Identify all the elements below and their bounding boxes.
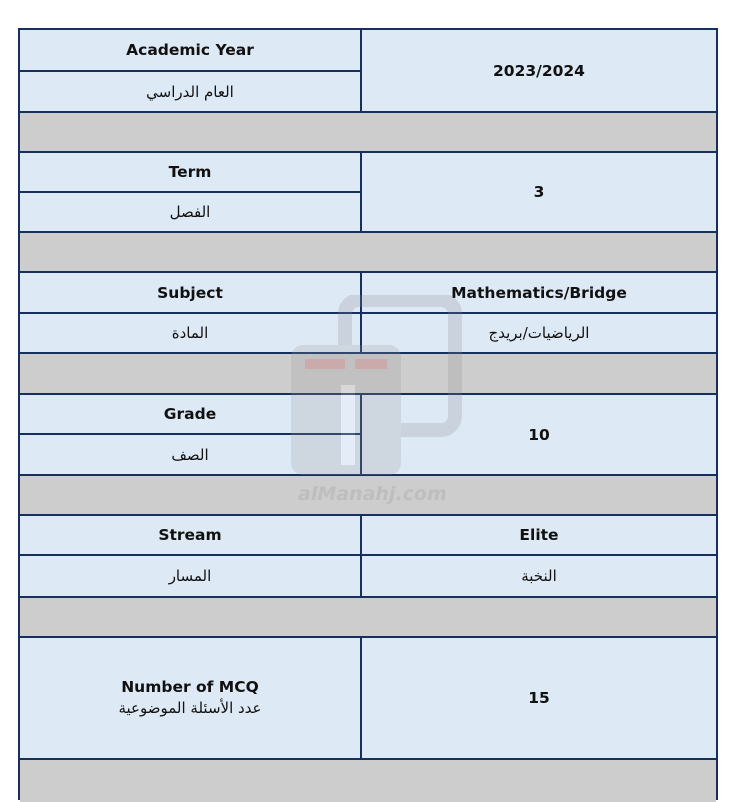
stream-value-ar: النخبة [362,556,716,596]
stream-value-en: Elite [362,516,716,554]
academic-year-value: 2023/2024 [362,30,716,111]
subject-value-en: Mathematics/Bridge [362,273,716,312]
row-separator [20,113,716,151]
term-value: 3 [362,153,716,231]
mcq-label-ar: عدد الأسئلة الموضوعية [118,699,262,717]
subject-value-ar: الرياضيات/بريدج [362,314,716,352]
row-separator [20,476,716,514]
grade-label-ar: الصف [20,435,360,474]
row-separator [20,760,716,802]
info-table [18,28,718,800]
term-label-en: Term [20,153,360,191]
stream-label-ar: المسار [20,556,360,596]
mcq-label-en: Number of MCQ [121,678,259,696]
subject-label-ar: المادة [20,314,360,352]
academic-year-label-ar: العام الدراسي [20,72,360,111]
row-separator [20,354,716,393]
subject-label-en: Subject [20,273,360,312]
stream-label-en: Stream [20,516,360,554]
row-separator [20,598,716,636]
mcq-label [20,638,360,758]
watermark-text: alManahj.com [298,483,447,505]
grade-label-en: Grade [20,395,360,433]
mcq-value: 15 [362,638,716,758]
grade-value: 10 [362,395,716,474]
row-separator [20,233,716,271]
term-label-ar: الفصل [20,193,360,231]
academic-year-label-en: Academic Year [20,30,360,70]
